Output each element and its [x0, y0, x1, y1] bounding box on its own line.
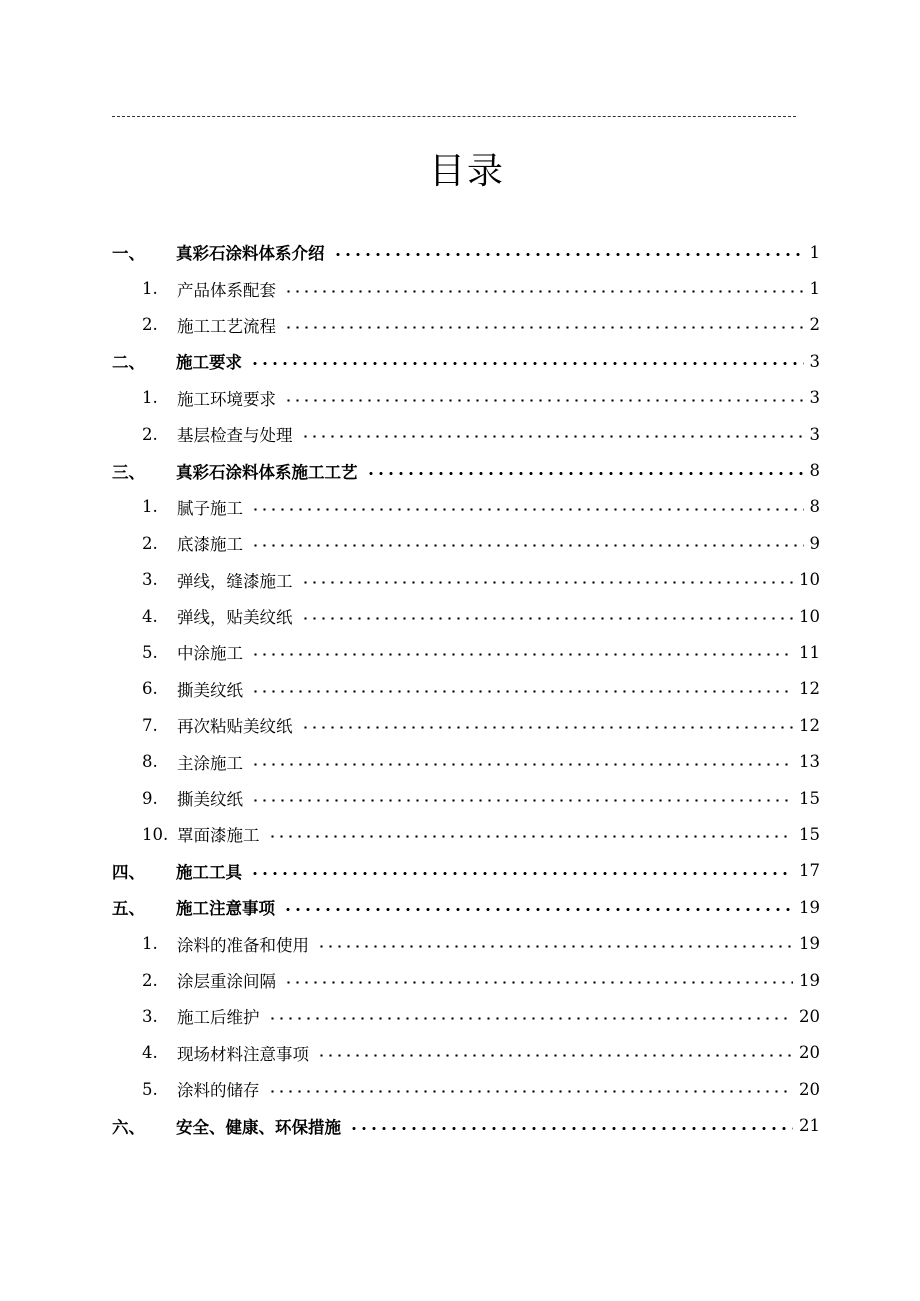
- toc-entry-number: 1.: [142, 497, 158, 517]
- toc-entry-number: 二、: [112, 353, 145, 373]
- toc-entry-label: 产品体系配套: [177, 280, 276, 300]
- toc-entry-label: 罩面漆施工: [177, 826, 260, 846]
- toc-entry-number: 三、: [112, 462, 145, 482]
- toc-entry-label: 腻子施工: [177, 498, 243, 518]
- toc-entry[interactable]: [112, 743, 820, 779]
- toc-entry[interactable]: [112, 562, 820, 598]
- toc-entry-page: 1: [809, 279, 820, 299]
- toc-entry-number: 3.: [142, 570, 158, 590]
- toc-entry-number: 2.: [142, 424, 158, 444]
- toc-entry-page: 17: [799, 861, 820, 881]
- toc-entry-label: 主涂施工: [177, 753, 243, 773]
- toc-entry-page: 12: [799, 679, 820, 699]
- toc-entry-page: 20: [799, 1043, 820, 1063]
- toc-entry[interactable]: [112, 925, 820, 961]
- toc-dot-leader: [268, 1017, 794, 1020]
- toc-entry-label: 基层检查与处理: [177, 426, 293, 446]
- toc-dot-leader: [301, 435, 804, 438]
- toc-entry-label: 施工环境要求: [177, 389, 276, 409]
- toc-dot-leader: [251, 508, 804, 511]
- toc-entry-label: 再次粘贴美纹纸: [177, 717, 293, 737]
- toc-dot-leader: [333, 253, 804, 256]
- toc-entry-number: 8.: [142, 752, 158, 772]
- toc-entry[interactable]: [112, 1035, 820, 1071]
- toc-entry-page: 1: [809, 242, 820, 262]
- toc-entry[interactable]: [112, 780, 820, 816]
- toc-entry-label: 真彩石涂料体系施工工艺: [176, 462, 358, 482]
- toc-entry-page: 3: [809, 351, 820, 371]
- toc-entry-number: 四、: [112, 862, 145, 882]
- toc-entry-page: 8: [809, 497, 820, 517]
- toc-entry[interactable]: [112, 671, 820, 707]
- toc-entry-number: 2.: [142, 315, 158, 335]
- toc-entry-page: 20: [799, 1006, 820, 1026]
- toc-entry[interactable]: [112, 998, 820, 1034]
- toc-entry-label: 弹线，贴美纹纸: [177, 608, 293, 628]
- toc-entry-number: 10.: [142, 824, 169, 844]
- toc-entry-label: 涂料的储存: [177, 1081, 260, 1101]
- toc-dot-leader: [301, 617, 794, 620]
- toc-entry-page: 3: [809, 424, 820, 444]
- toc-dot-leader: [251, 799, 793, 802]
- toc-dot-leader: [317, 1054, 793, 1057]
- toc-entry-label: 现场材料注意事项: [177, 1044, 309, 1064]
- toc-entry[interactable]: [112, 234, 820, 270]
- toc-dot-leader: [250, 362, 804, 365]
- toc-entry-page: 10: [799, 606, 820, 626]
- toc-dot-leader: [251, 690, 793, 693]
- toc-entry[interactable]: [112, 598, 820, 634]
- toc-entry-number: 一、: [112, 244, 145, 264]
- toc-entry-number: 9.: [142, 788, 158, 808]
- toc-entry-number: 5.: [142, 1079, 158, 1099]
- toc-entry-number: 7.: [142, 715, 158, 735]
- toc-dot-leader: [317, 945, 793, 948]
- toc-entry-label: 真彩石涂料体系介绍: [176, 244, 325, 264]
- toc-entry-page: 2: [809, 315, 820, 335]
- toc-entry-page: 19: [799, 934, 820, 954]
- toc-entry[interactable]: [112, 416, 820, 452]
- toc-entry[interactable]: [112, 707, 820, 743]
- toc-entry-number: 4.: [142, 606, 158, 626]
- toc-entry-page: 21: [799, 1116, 820, 1136]
- toc-entry-page: 12: [799, 715, 820, 735]
- toc-entry[interactable]: [112, 525, 820, 561]
- toc-dot-leader: [284, 326, 804, 329]
- toc-entry-label: 弹线，缝漆施工: [177, 571, 293, 591]
- toc-entry[interactable]: [112, 853, 820, 889]
- toc-entry[interactable]: [112, 962, 820, 998]
- toc-entry-label: 中涂施工: [177, 644, 243, 664]
- toc-entry[interactable]: [112, 889, 820, 925]
- toc-entry-label: 涂层重涂间隔: [177, 972, 276, 991]
- toc-dot-leader: [268, 835, 794, 838]
- toc-entry-number: 2.: [142, 533, 158, 553]
- toc-dot-leader: [301, 581, 794, 584]
- toc-entry-label: 底漆施工: [177, 535, 243, 555]
- toc-entry-label: 施工要求: [176, 353, 242, 373]
- table-of-contents: [112, 234, 820, 1144]
- toc-dot-leader: [366, 472, 804, 475]
- toc-entry-label: 涂料的准备和使用: [177, 935, 309, 955]
- toc-entry[interactable]: [112, 1107, 820, 1143]
- toc-dot-leader: [284, 290, 804, 293]
- toc-entry-label: 施工工艺流程: [177, 316, 276, 336]
- toc-entry-page: 11: [799, 642, 820, 662]
- toc-entry[interactable]: [112, 380, 820, 416]
- toc-entry-number: 五、: [112, 899, 145, 919]
- toc-dot-leader: [251, 653, 793, 656]
- toc-entry-number: 1.: [142, 934, 158, 954]
- toc-entry-label: 撕美纹纸: [177, 790, 243, 810]
- toc-entry-page: 15: [799, 788, 820, 808]
- toc-entry[interactable]: [112, 270, 820, 306]
- toc-entry-number: 1.: [142, 279, 158, 299]
- toc-dot-leader: [284, 981, 793, 984]
- page-title: 目录: [428, 151, 505, 192]
- toc-entry-page: 19: [799, 970, 820, 990]
- toc-entry-number: 3.: [142, 1006, 158, 1026]
- toc-dot-leader: [349, 1127, 793, 1130]
- toc-entry-number: 六、: [112, 1117, 145, 1137]
- toc-entry-number: 2.: [142, 970, 158, 990]
- toc-dot-leader: [283, 908, 793, 911]
- toc-entry-number: 6.: [142, 679, 158, 699]
- toc-dot-leader: [251, 544, 804, 547]
- toc-entry-page: 3: [809, 388, 820, 408]
- toc-entry-page: 15: [799, 824, 820, 844]
- toc-dot-leader: [284, 399, 804, 402]
- toc-dot-leader: [301, 726, 794, 729]
- toc-entry-label: 施工工具: [176, 862, 242, 882]
- toc-entry-number: 4.: [142, 1043, 158, 1063]
- toc-entry-number: 1.: [142, 388, 158, 408]
- toc-dot-leader: [250, 872, 793, 875]
- header-rule: [112, 116, 796, 117]
- toc-dot-leader: [251, 763, 793, 766]
- toc-entry-label: 安全、健康、环保措施: [176, 1117, 341, 1137]
- toc-entry-page: 19: [799, 897, 820, 917]
- toc-entry[interactable]: [112, 1071, 820, 1107]
- toc-entry-page: 20: [799, 1079, 820, 1099]
- toc-entry[interactable]: [112, 452, 820, 488]
- toc-entry[interactable]: [112, 343, 820, 379]
- toc-dot-leader: [268, 1090, 794, 1093]
- toc-entry-page: 13: [799, 752, 820, 772]
- toc-entry[interactable]: [112, 816, 820, 852]
- toc-entry-label: 撕美纹纸: [177, 680, 243, 700]
- toc-entry-number: 5.: [142, 642, 158, 662]
- toc-entry-page: 10: [799, 570, 820, 590]
- toc-entry-page: 9: [809, 533, 820, 553]
- toc-entry[interactable]: [112, 489, 820, 525]
- toc-entry-label: 施工后维护: [177, 1008, 260, 1028]
- toc-entry-label: 施工注意事项: [176, 899, 275, 919]
- toc-entry[interactable]: [112, 307, 820, 343]
- toc-entry[interactable]: [112, 634, 820, 670]
- toc-entry-page: 8: [809, 461, 820, 481]
